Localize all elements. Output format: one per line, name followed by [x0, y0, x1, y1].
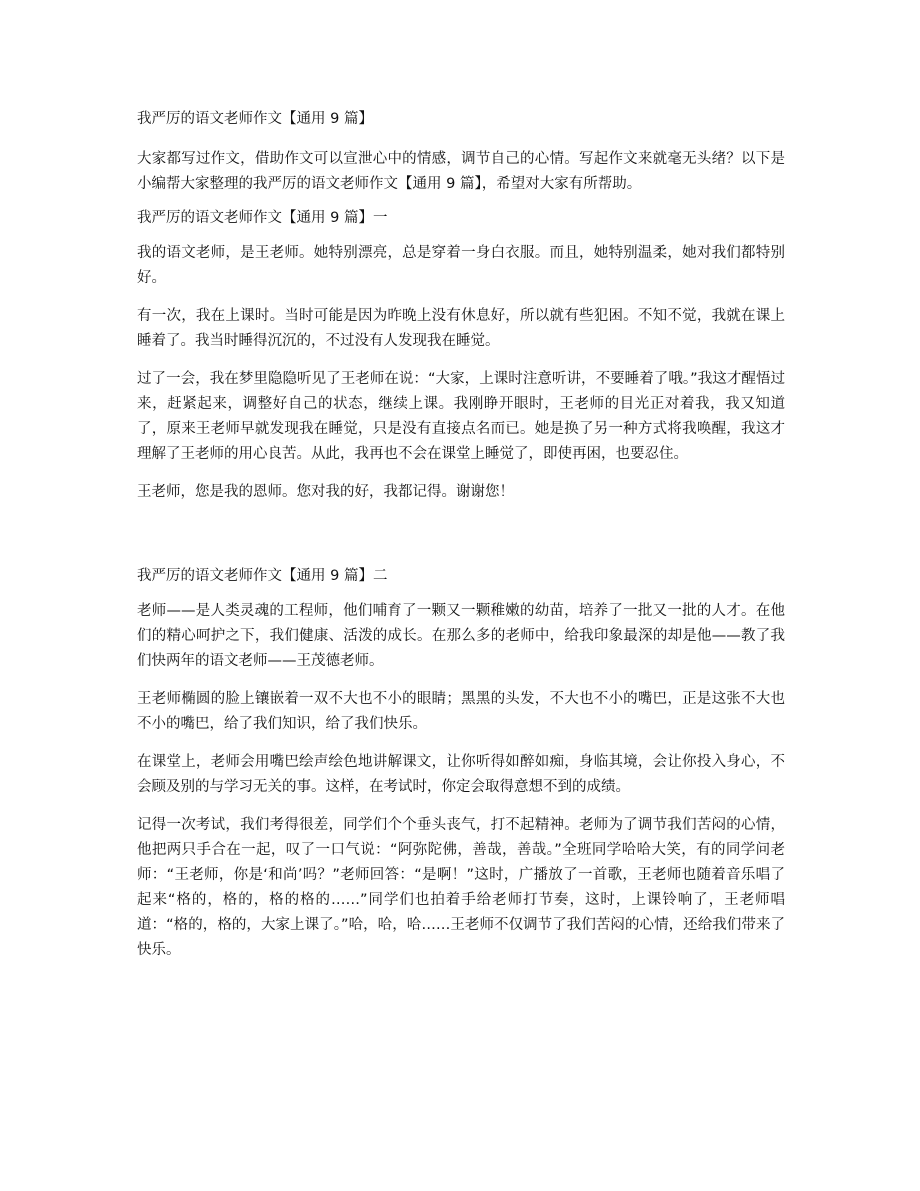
- paragraph: 王老师椭圆的脸上镶嵌着一双不大也不小的眼睛；黑黑的头发，不大也不小的嘴巴，正是这张不大也不小的嘴巴，给了我们知识，给了我们快乐。: [137, 691, 785, 732]
- paragraph: 王老师，您是我的恩师。您对我的好，我都记得。谢谢您！: [137, 484, 514, 500]
- document-page: [137, 108, 785, 976]
- section-heading: 我严厉的语文老师作文【通用 9 篇】二: [137, 568, 388, 584]
- paragraph: 有一次，我在上课时。当时可能是因为昨晚上没有休息好，所以就有些犯困。不知不觉，我就在课上睡着了。我当时睡得沉沉的，不过没有人发现我在睡觉。: [137, 308, 785, 349]
- document-title: 我严厉的语文老师作文【通用 9 篇】: [137, 111, 373, 127]
- paragraph: 我的语文老师，是王老师。她特别漂亮，总是穿着一身白衣服。而且，她特别温柔，她对我们都特别好。: [137, 245, 785, 286]
- paragraph: 老师——是人类灵魂的工程师，他们哺育了一颗又一颗稚嫩的幼苗，培养了一批又一批的人才。在他们的精心呵护之下，我们健康、活泼的成长。在那么多的老师中，给我印象最深的却是他——教了我们快两年的语文老师——王茂德老师。: [137, 603, 785, 669]
- paragraph: 过了一会，我在梦里隐隐听见了王老师在说：“大家，上课时注意听讲，不要睡着了哦。”我这才醒悟过来，赶紧起来，调整好自己的状态，继续上课。我刚睁开眼时，王老师的目光正对着我，我又知道了，原来王老师早就发现我在睡觉，只是没有直接点名而已。她是换了另一种方式将我唤醒，我这才理解了王老师的用心良苦。从此，我再也不会在课堂上睡觉了，即使再困，也要忍住。: [137, 371, 785, 462]
- section-spacer: [137, 518, 785, 565]
- paragraph: 记得一次考试，我们考得很差，同学们个个垂头丧气，打不起精神。老师为了调节我们苦闷的心情，他把两只手合在一起，叹了一口气说：“阿弥陀佛，善哉，善哉。”全班同学哈哈大笑，有的同学问老师：“王老师，你是‘和尚’吗？”老师回答：“是啊！”这时，广播放了一首歌，王老师也随着音乐唱了起来“格的，格的，格的格的……”同学们也拍着手给老师打节奏，这时，上课铃响了，王老师唱道：“格的，格的，大家上课了。”哈，哈，哈……王老师不仅调节了我们苦闷的心情，还给我们带来了快乐。: [137, 817, 785, 958]
- section-2: [137, 565, 785, 963]
- intro-paragraph: 大家都写过作文，借助作文可以宣泄心中的情感，调节自己的心情。写起作文来就毫无头绪？以下是小编帮大家整理的我严厉的语文老师作文【通用 9 篇】，希望对大家有所帮助。: [137, 151, 785, 192]
- section-heading: 我严厉的语文老师作文【通用 9 篇】一: [137, 210, 388, 226]
- paragraph: 在课堂上，老师会用嘴巴绘声绘色地讲解课文，让你听得如醉如痴，身临其境，会让你投入身心，不会顾及别的与学习无关的事。这样，在考试时，你定会取得意想不到的成绩。: [137, 754, 785, 795]
- section-1: [137, 207, 785, 505]
